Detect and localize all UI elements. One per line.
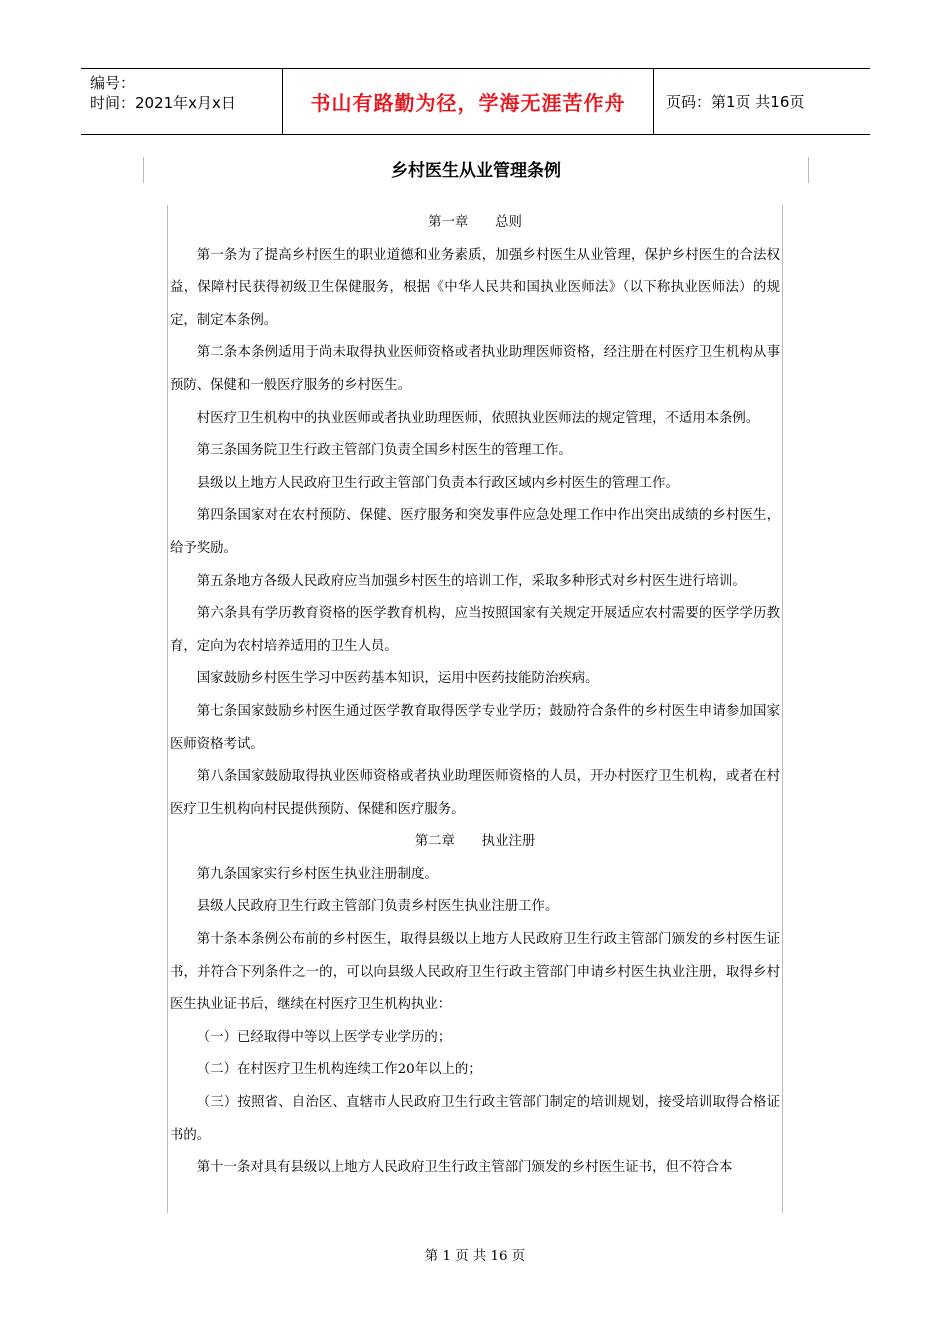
article-paragraph: （一）已经取得中等以上医学专业学历的； [196, 1029, 452, 1045]
article-paragraph: 第六条具有学历教育资格的医学教育机构，应当按照国家有关规定开展适应农村需要的医学学历教育，定向为农村培养适用的卫生人员。 [170, 606, 780, 654]
chapter-heading: 第二章 执业注册 [414, 834, 536, 850]
header-motto: 书山有路勤为径，学海无涯苦作舟 [282, 69, 654, 134]
page-footer: 第 1 页 共 16 页 [424, 1249, 526, 1264]
article-paragraph: 第八条国家鼓励取得执业医师资格或者执业助理医师资格的人员，开办村医疗卫生机构，或者在村医疗卫生机构向村民提供预防、保健和医疗服务。 [170, 769, 780, 817]
article-paragraph: 第七条国家鼓励乡村医生通过医学教育取得医学专业学历；鼓励符合条件的乡村医生申请参加国家医师资格考试。 [170, 703, 780, 752]
article-paragraph: 第九条国家实行乡村医生执业注册制度。 [196, 866, 438, 882]
document-number-label: 编号： [90, 74, 136, 92]
header-page-info: 页码：第1页 共16页 [666, 93, 805, 111]
article-paragraph: 县级人民政府卫生行政主管部门负责乡村医生执业注册工作。 [196, 899, 559, 915]
article-paragraph: 第十条本条例公布前的乡村医生，取得县级以上地方人民政府卫生行政主管部门颁发的乡村医生证书，并符合下列条件之一的，可以向县级人民政府卫生行政主管部门申请乡村医生执业注册，取得乡村医生执业证书后，继续在村医疗卫生机构执业： [170, 932, 780, 1013]
article-paragraph: 第三条国务院卫生行政主管部门负责全国乡村医生的管理工作。 [196, 443, 572, 459]
article-paragraph: （二）在村医疗卫生机构连续工作20年以上的； [196, 1062, 482, 1078]
article-paragraph: 村医疗卫生机构中的执业医师或者执业助理医师，依照执业医师法的规定管理，不适用本条例。 [196, 410, 760, 426]
document-body [167, 205, 783, 1213]
article-paragraph: 国家鼓励乡村医生学习中医药基本知识，运用中医药技能防治疾病。 [196, 671, 599, 687]
page-header [81, 68, 870, 135]
article-paragraph: 第十一条对具有县级以上地方人民政府卫生行政主管部门颁发的乡村医生证书，但不符合本 [196, 1160, 733, 1176]
document-title: 乡村医生从业管理条例 [143, 157, 809, 183]
article-paragraph: （三）按照省、自治区、直辖市人民政府卫生行政主管部门制定的培训规划，接受培训取得合格证书的。 [170, 1095, 780, 1143]
document-time-label: 时间：2021年x月x日 [90, 94, 236, 112]
chapter-heading: 第一章 总则 [428, 215, 522, 230]
article-paragraph: 县级以上地方人民政府卫生行政主管部门负责本行政区域内乡村医生的管理工作。 [196, 475, 679, 491]
article-paragraph: 第二条本条例适用于尚未取得执业医师资格或者执业助理医师资格，经注册在村医疗卫生机构从事预防、保健和一般医疗服务的乡村医生。 [170, 345, 780, 393]
article-paragraph: 第五条地方各级人民政府应当加强乡村医生的培训工作，采取多种形式对乡村医生进行培训。 [196, 573, 746, 589]
article-paragraph: 第一条为了提高乡村医生的职业道德和业务素质，加强乡村医生从业管理，保护乡村医生的合法权益，保障村民获得初级卫生保健服务，根据《中华人民共和国执业医师法》（以下称执业医师法）的规定，制定本条例。 [170, 247, 780, 328]
header-meta [81, 69, 282, 134]
article-paragraph: 第四条国家对在农村预防、保健、医疗服务和突发事件应急处理工作中作出突出成绩的乡村医生，给予奖励。 [170, 508, 780, 556]
